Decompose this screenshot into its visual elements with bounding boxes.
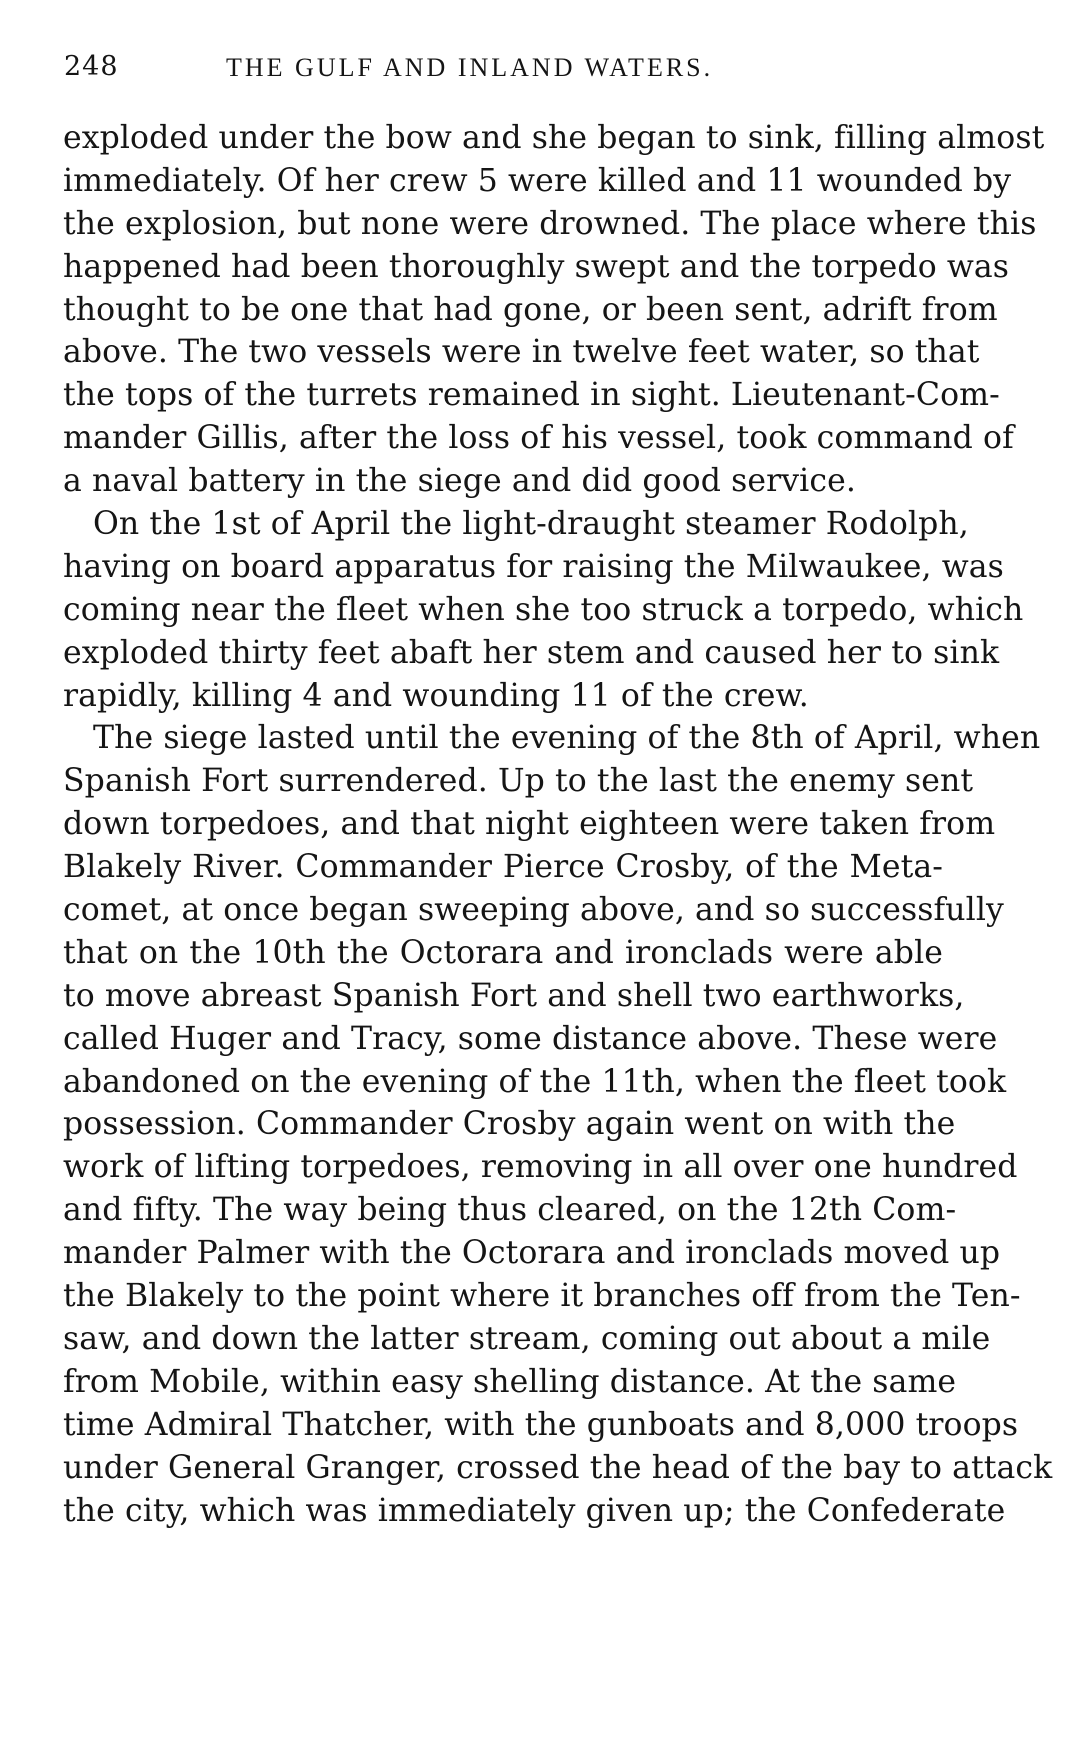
text-line: comet, at once began sweeping above, and so successfully bbox=[63, 892, 1004, 929]
text-line: The siege lasted until the evening of the 8th of April, when bbox=[93, 720, 1041, 757]
text-line: and fifty. The way being thus cleared, on the 12th Com- bbox=[63, 1192, 957, 1229]
running-title: THE GULF AND INLAND WATERS. bbox=[226, 53, 714, 82]
text-line: happened had been thoroughly swept and the torpedo was bbox=[63, 248, 1010, 285]
text-line: coming near the fleet when she too struck a torpedo, which bbox=[63, 591, 1024, 628]
text-line: above. The two vessels were in twelve feet water, so that bbox=[63, 334, 980, 371]
text-line: work of lifting torpedoes, removing in all over one hundred bbox=[63, 1149, 1018, 1186]
text-line: Blakely River. Commander Pierce Crosby, of the Meta- bbox=[63, 849, 943, 886]
text-line: called Huger and Tracy, some distance above. These were bbox=[63, 1020, 998, 1057]
text-line: thought to be one that had gone, or been sent, adrift from bbox=[63, 291, 998, 328]
text-line: the city, which was immediately given up; the Confederate bbox=[63, 1492, 1006, 1529]
text-line: under General Granger, crossed the head of the bay to attack bbox=[63, 1449, 1053, 1486]
text-line: down torpedoes, and that night eighteen were taken from bbox=[63, 806, 996, 843]
body-text bbox=[63, 117, 1053, 1532]
text-line: possession. Commander Crosby again went on with the bbox=[63, 1106, 956, 1143]
text-line: to move abreast Spanish Fort and shell two earthworks, bbox=[63, 977, 965, 1014]
text-line: the tops of the turrets remained in sight. Lieutenant-Com- bbox=[63, 377, 1000, 414]
text-line: saw, and down the latter stream, coming out about a mile bbox=[63, 1320, 991, 1357]
page-number: 248 bbox=[64, 51, 119, 82]
text-line: having on board apparatus for raising the Milwaukee, was bbox=[63, 548, 1004, 585]
text-line: Spanish Fort surrendered. Up to the last the enemy sent bbox=[63, 763, 974, 800]
text-line: mander Gillis, after the loss of his vessel, took command of bbox=[63, 420, 1014, 457]
text-line: abandoned on the evening of the 11th, when the fleet took bbox=[63, 1063, 1007, 1100]
text-line: from Mobile, within easy shelling distance. At the same bbox=[63, 1363, 957, 1400]
text-line: the Blakely to the point where it branches off from the Ten- bbox=[63, 1278, 1021, 1315]
text-line: immediately. Of her crew 5 were killed and 11 wounded by bbox=[63, 162, 1012, 199]
text-line: exploded under the bow and she began to sink, filling almost bbox=[63, 120, 1045, 156]
text-line: mander Palmer with the Octorara and ironclads moved up bbox=[63, 1235, 1001, 1272]
text-line: rapidly, killing 4 and wounding 11 of the crew. bbox=[63, 677, 809, 714]
text-line: time Admiral Thatcher, with the gunboats and 8,000 troops bbox=[63, 1406, 1019, 1443]
text-line: the explosion, but none were drowned. The place where this bbox=[63, 205, 1037, 242]
text-line: On the 1st of April the light-draught steamer Rodolph, bbox=[93, 506, 969, 543]
text-line: a naval battery in the siege and did good service. bbox=[63, 463, 856, 500]
running-head bbox=[64, 50, 944, 94]
text-line: that on the 10th the Octorara and ironclads were able bbox=[63, 934, 943, 971]
text-line: exploded thirty feet abaft her stem and caused her to sink bbox=[63, 634, 1000, 671]
